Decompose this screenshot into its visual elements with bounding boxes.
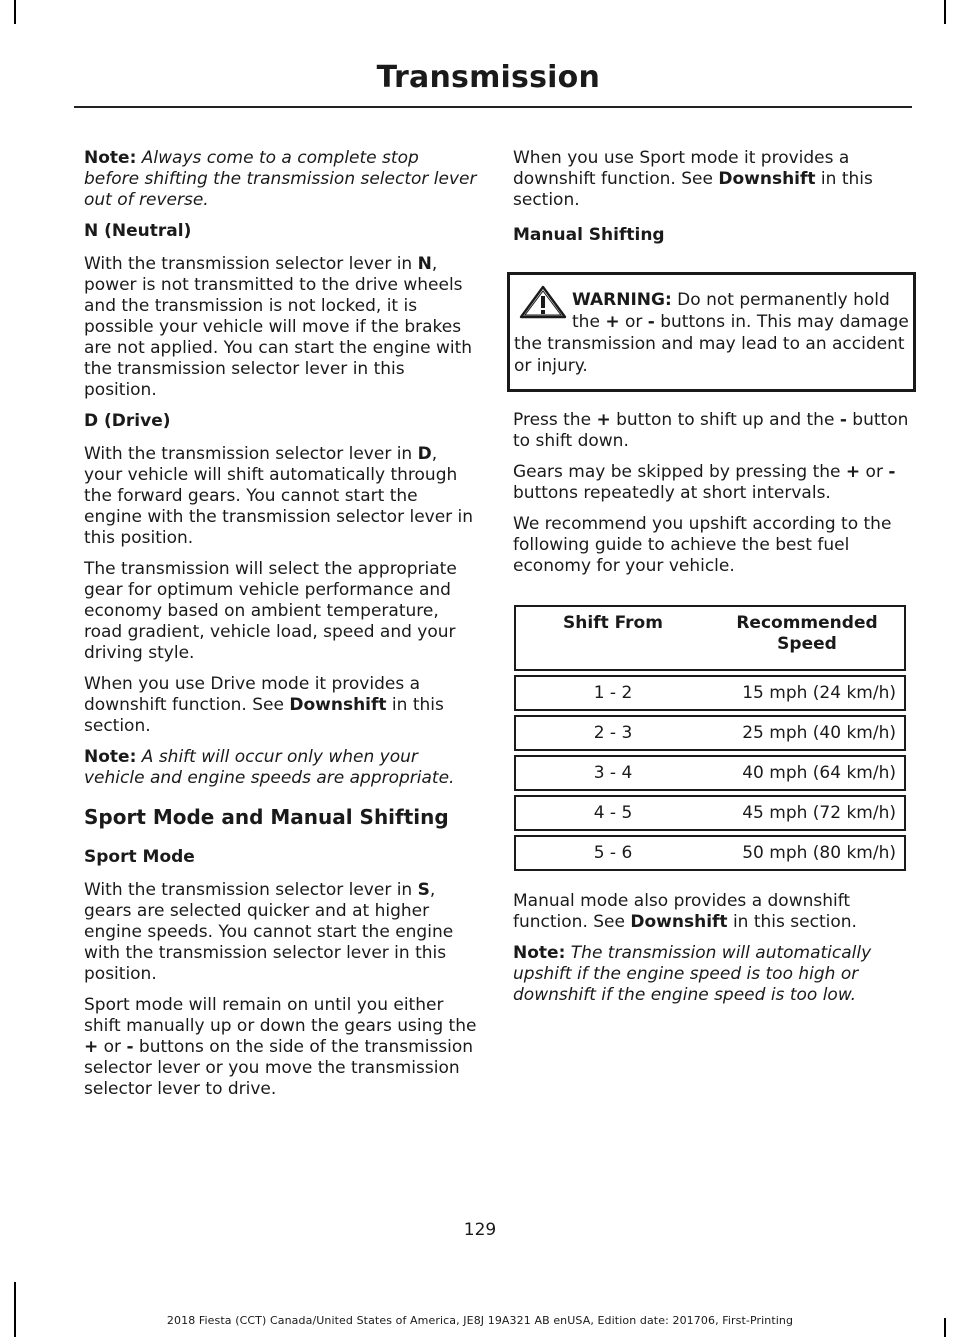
page-number: 129 [463,1220,497,1240]
drive-heading: D (Drive) [84,411,171,431]
note-automatic: Note: The transmission will automatically upshift if the engine speed is too high or downshift if the engine speed is too low. [513,943,872,1005]
drive-paragraph-2: The transmission will select the appropriate gear for optimum vehicle performance and economy based on ambient temperature, road gradient, vehicle load, speed and your driving style. [84,559,457,663]
table-row: 4 - 5 45 mph (72 km/h) [515,796,905,830]
recommend-paragraph: We recommend you upshift according to the following guide to achieve the best fuel economy for your vehicle. [513,514,892,576]
warning-label: WARNING: [572,290,672,310]
table-row: 2 - 3 25 mph (40 km/h) [515,716,905,750]
drive-paragraph-1: With the transmission selector lever in D, your vehicle will shift automatically through the forward gears. You cannot start the engine with the transmission selector lever in this position. [84,444,474,548]
table-row: 5 - 6 50 mph (80 km/h) [515,836,905,870]
crop-mark-top-left [14,0,16,24]
page-title: Transmission [376,60,600,95]
note-shift: Note: A shift will occur only when your vehicle and engine speeds are appropriate. [84,747,455,788]
neutral-paragraph: With the transmission selector lever in N, power is not transmitted to the drive wheels and the transmission is not locked, it is possible your vehicle will move if the brakes are not applied. You can start the engine with the transmission selector lever in this position. [84,254,473,400]
sport-heading: Sport Mode [84,847,195,867]
table-row: 3 - 4 40 mph (64 km/h) [515,756,905,790]
manual-mode-paragraph: Manual mode also provides a downshift function. See Downshift in this section. [513,891,857,932]
gears-paragraph: Gears may be skipped by pressing the + or - buttons repeatedly at short intervals. [513,462,896,503]
press-paragraph: Press the + button to shift up and the - button to shift down. [513,410,909,451]
manual-shifting-heading: Manual Shifting [513,225,665,245]
shift-speed-table [514,605,906,871]
section-heading: Sport Mode and Manual Shifting [84,805,449,829]
left-column [84,148,479,1110]
table-header-shift-from: Shift From [515,606,710,670]
sport-paragraph-1: With the transmission selector lever in S, gears are selected quicker and at higher engine speeds. You cannot start the engine with the transmission selector lever in this position. [84,880,454,984]
note-label: Note: [84,148,137,168]
edition-footer: 2018 Fiesta (CCT) Canada/United States of America, JE8J 19A321 AB enUSA, Edition date: 201706, First-Printing [166,1314,794,1327]
warning-triangle-icon [518,285,568,319]
crop-mark-bottom-left [14,1282,16,1337]
right-column [513,148,911,1016]
crop-mark-top-right [944,0,946,24]
note-reverse [84,148,479,211]
header-divider [74,106,912,108]
sport-paragraph-2: Sport mode will remain on until you either shift manually up or down the gears using the + or - buttons on the side of the transmission selector lever or you move the transmission selector lever to drive. [84,995,477,1099]
neutral-heading: N (Neutral) [84,221,192,241]
table-row: 1 - 2 15 mph (24 km/h) [515,676,905,710]
table-header-recommended-speed: Recommended Speed [710,606,905,670]
warning-box: WARNING: Do not permanently hold the + or - buttons in. This may damage the transmission and may lead to an accident or injury. [507,272,916,392]
sport-paragraph-3: When you use Sport mode it provides a downshift function. See Downshift in this section. [513,148,873,210]
table-header-row [515,606,905,670]
note-text: Always come to a complete stop before shifting the transmission selector lever out of reverse. [84,148,477,210]
drive-paragraph-3: When you use Drive mode it provides a downshift function. See Downshift in this section. [84,674,444,736]
